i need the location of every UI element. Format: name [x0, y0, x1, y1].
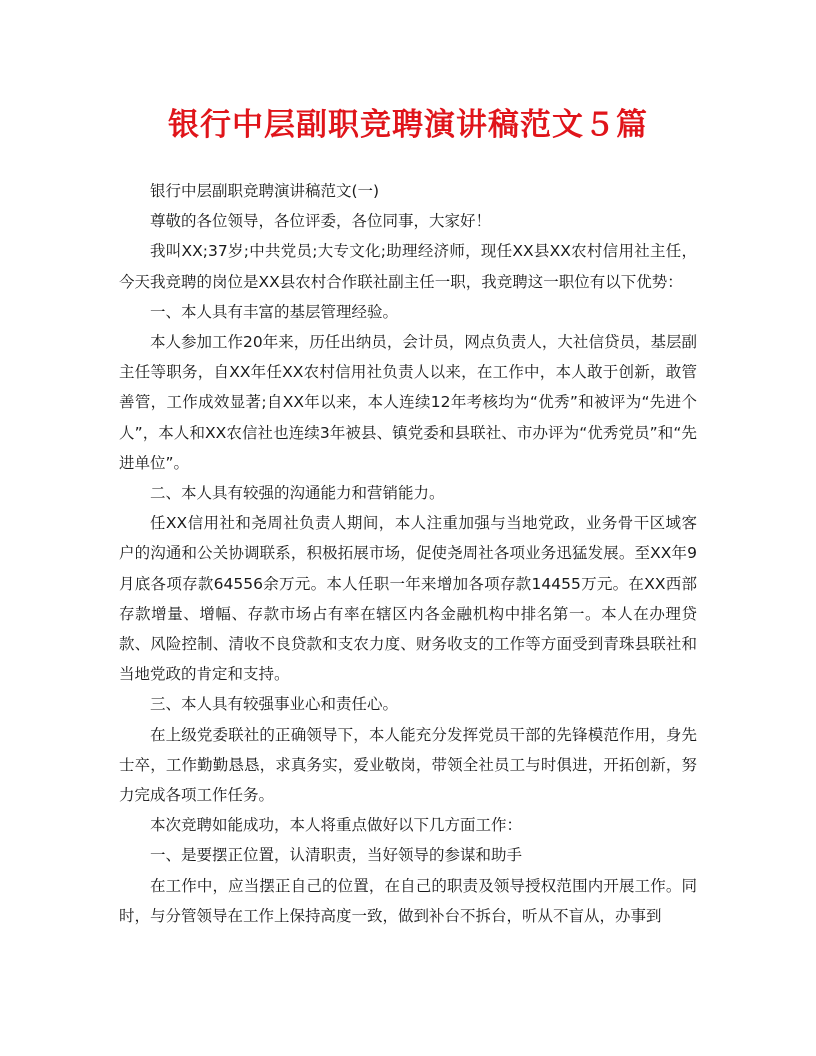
paragraph: 一、是要摆正位置，认清职责，当好领导的参谋和助手	[150, 846, 523, 865]
paragraph: 在工作中，应当摆正自己的位置，在自己的职责及领导授权范围内开展工作。同时，与分管领导在工作上保持高度一致，做到补台不拆台，听从不盲从，办事到	[119, 876, 697, 925]
paragraph: 本人参加工作20年来，历任出纳员，会计员，网点负责人，大社信贷员，基层副主任等职务，自XX年任XX农村信用社负责人以来，在工作中，本人敢于创新，敢管善管，工作成效显著;自XX年以来，本人连续12年考核均为“优秀”和被评为“先进个人”，本人和XX农信社也连续3年被县、镇党委和县联社、市办评为“优秀党员”和“先进单位”。	[119, 333, 697, 472]
paragraph: 任XX信用社和尧周社负责人期间，本人注重加强与当地党政，业务骨干区域客户的沟通和公关协调联系，积极拓展市场，促使尧周社各项业务迅猛发展。至XX年9月底各项存款64556余万元。本人任职一年来增加各项存款14455万元。在XX西部存款增量、增幅、存款市场占有率在辖区内各金融机构中排名第一。本人在办理贷款、风险控制、清收不良贷款和支农力度、财务收支的工作等方面受到青珠县联社和当地党政的肯定和支持。	[119, 514, 697, 684]
paragraph: 尊敬的各位领导，各位评委，各位同事，大家好！	[150, 212, 492, 231]
paragraph: 银行中层副职竞聘演讲稿范文(一)	[150, 182, 380, 200]
paragraph: 一、本人具有丰富的基层管理经验。	[150, 302, 399, 321]
paragraph: 三、本人具有较强事业心和责任心。	[150, 695, 399, 714]
paragraph: 在上级党委联社的正确领导下，本人能充分发挥党员干部的先锋模范作用，身先士卒，工作勤勤恳恳，求真务实，爱业敬岗，带领全社员工与时俱进，开拓创新，努力完成各项工作任务。	[119, 725, 697, 805]
paragraph: 二、本人具有较强的沟通能力和营销能力。	[150, 484, 445, 503]
document-title: 银行中层副职竞聘演讲稿范文５篇	[168, 107, 648, 143]
paragraph: 我叫XX;37岁;中共党员;大专文化;助理经济师，现任XX县XX农村信用社主任，今天我竞聘的岗位是XX县农村合作联社副主任一职，我竞聘这一职位有以下优势：	[119, 242, 697, 291]
paragraph: 本次竞聘如能成功，本人将重点做好以下几方面工作：	[150, 816, 523, 835]
document-body	[119, 176, 697, 931]
